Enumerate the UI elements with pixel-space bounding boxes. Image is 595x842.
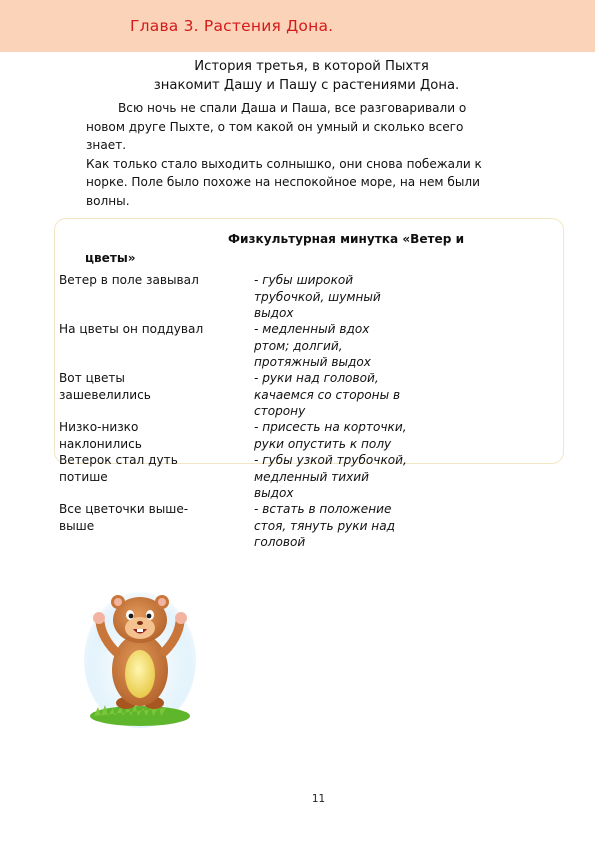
paragraph-2-line-3: волны.	[86, 193, 130, 208]
action-cell	[254, 370, 439, 420]
action-cell	[254, 501, 439, 551]
action-line: - губы широкой	[254, 273, 354, 287]
action-line: - губы узкой трубочкой,	[254, 453, 407, 467]
verse-line: зашевелились	[59, 387, 151, 402]
action-line: протяжный выдох	[254, 355, 371, 369]
verse-cell	[59, 452, 239, 485]
hamster-mascot-illustration	[82, 578, 198, 730]
verse-cell	[59, 501, 239, 534]
verse-cell	[59, 419, 239, 452]
chapter-title: Глава 3. Растения Дона.	[130, 17, 334, 35]
action-line: сторону	[254, 404, 306, 418]
verse-line: Ветер в поле завывал	[59, 273, 199, 287]
action-line: ртом; долгий,	[254, 338, 343, 353]
action-cell	[254, 272, 439, 322]
action-line: - руки над головой,	[254, 371, 379, 385]
verse-cell	[59, 321, 239, 338]
page-number: 11	[311, 793, 326, 805]
action-cell	[254, 321, 439, 371]
story-body	[86, 99, 556, 210]
action-cell	[254, 419, 439, 452]
action-line: выдох	[254, 486, 294, 500]
verse-line: Ветерок стал дуть	[59, 453, 178, 467]
story-title	[0, 57, 595, 95]
verse-line: выше	[59, 518, 95, 533]
action-line: трубочкой, шумный	[254, 289, 381, 304]
verse-line: Все цветочки выше-	[59, 502, 189, 516]
verse-line: потише	[59, 469, 108, 484]
verse-line: наклонились	[59, 436, 142, 451]
action-line: медленный тихий	[254, 469, 369, 484]
action-line: - присесть на корточки,	[254, 420, 407, 434]
action-cell	[254, 452, 439, 502]
verse-line: Вот цветы	[59, 371, 125, 385]
paragraph-1-line-1: Всю ночь не спали Даша и Паша, все разговаривали о	[118, 101, 467, 115]
action-line: руки опустить к полу	[254, 436, 392, 451]
action-line: качаемся со стороны в	[254, 387, 401, 402]
action-line: - медленный вдох	[254, 322, 370, 336]
story-title-line-1: История третья, в которой Пыхтя	[194, 59, 429, 74]
paragraph-1-line-2: новом друге Пыхте, о том какой он умный и сколько всего	[86, 119, 464, 134]
action-line: головой	[254, 535, 306, 549]
exercise-title-line-2: цветы»	[85, 251, 136, 265]
paragraph-1-line-3: знает.	[86, 138, 127, 152]
verse-line: Низко-низко	[59, 420, 139, 434]
verse-line: На цветы он поддувал	[59, 322, 204, 336]
verse-cell	[59, 370, 239, 403]
action-line: выдох	[254, 306, 294, 320]
story-title-line-2: знакомит Дашу и Пашу с растениями Дона.	[153, 78, 460, 93]
exercise-title-line-1: Физкультурная минутка «Ветер и	[228, 232, 465, 246]
verse-cell	[59, 272, 239, 289]
action-line: стоя, тянуть руки над	[254, 518, 395, 533]
exercise-title	[85, 230, 545, 268]
action-line: - встать в положение	[254, 502, 392, 516]
paragraph-2-line-1: Как только стало выходить солнышко, они снова побежали к	[86, 156, 482, 171]
paragraph-2-line-2: норке. Поле было похоже на неспокойное море, на нем были	[86, 175, 480, 189]
